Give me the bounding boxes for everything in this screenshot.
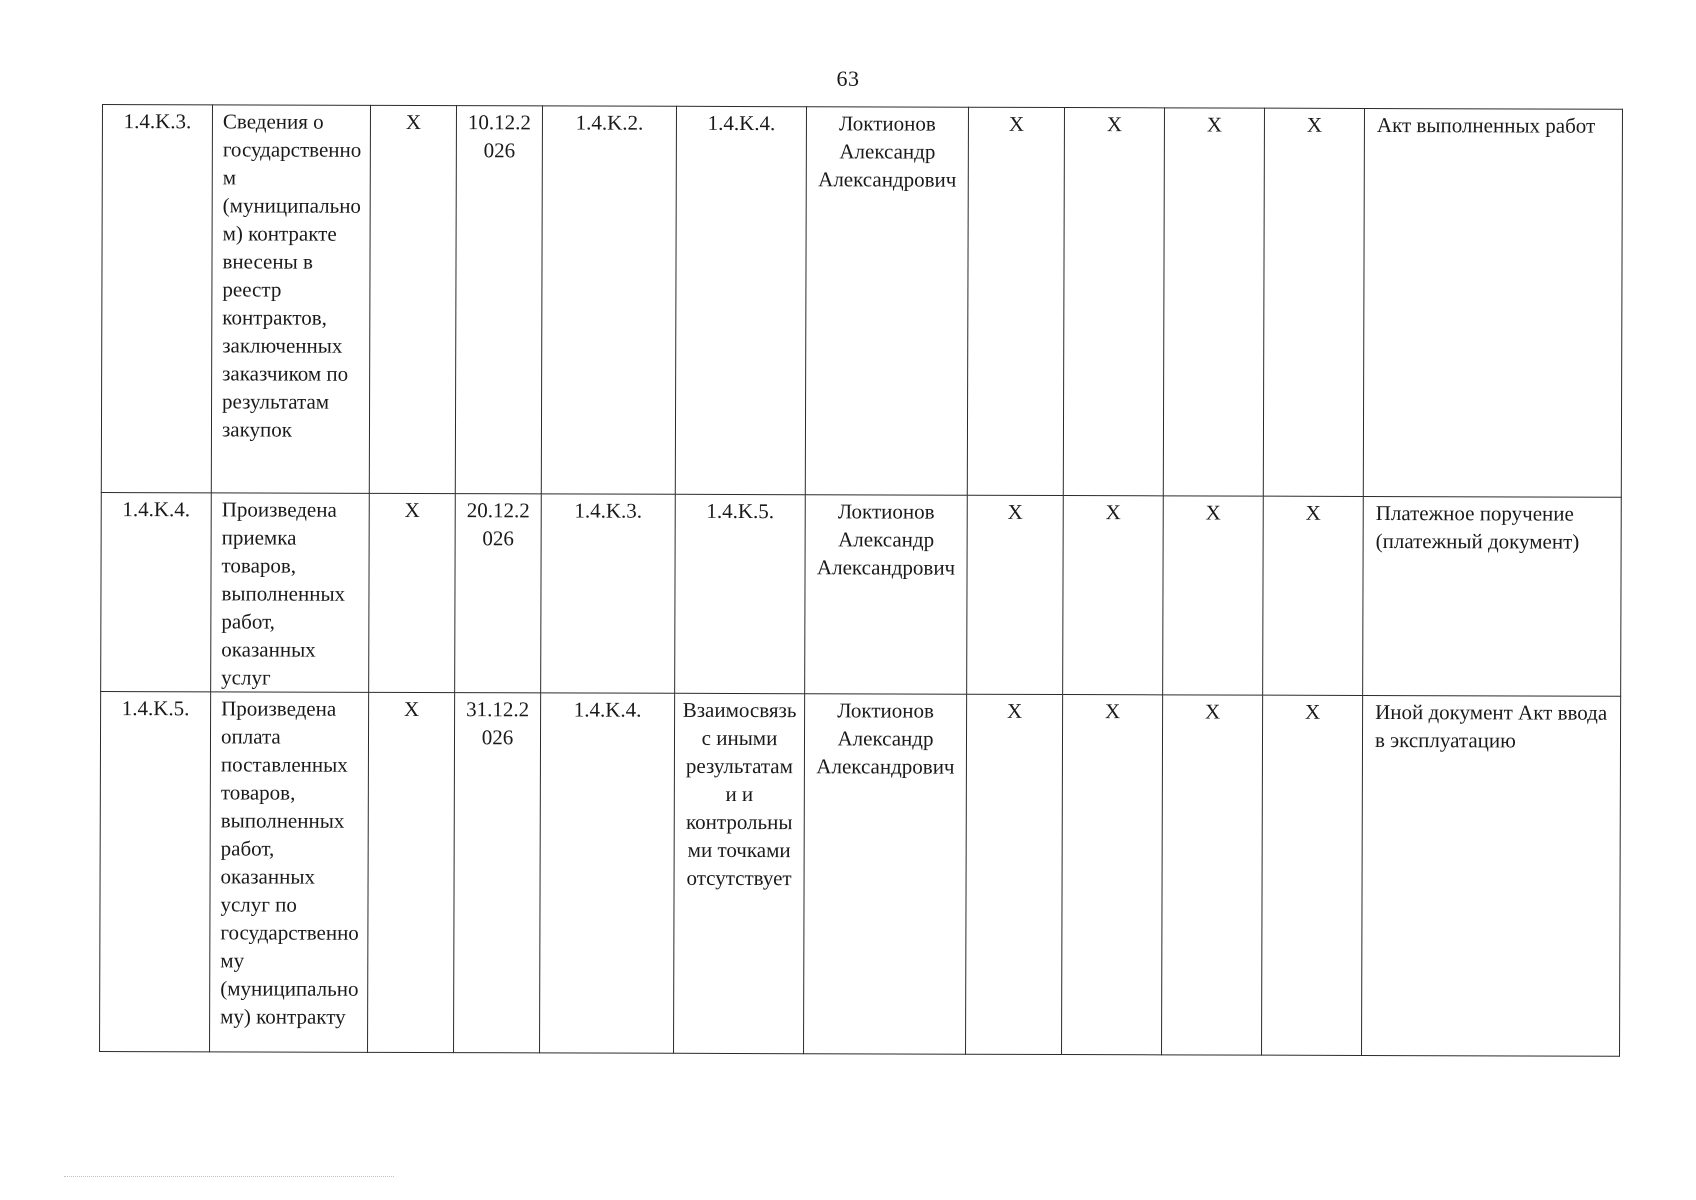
scan-artifact [64,1176,394,1180]
predecessor-code: 1.4.K.3. [541,494,676,693]
successor-code: 1.4.K.4. [675,106,806,494]
page-number: 63 [836,66,860,91]
cell-x: X [1163,108,1264,496]
cell-x: X [1163,496,1264,695]
table-row [101,105,1622,498]
cell-x: X [1263,496,1364,695]
cell-x: X [369,105,456,493]
due-date: 31.12.2026 [454,693,541,1053]
predecessor-code: 1.4.K.4. [540,693,675,1053]
responsible-person: Локтионов Александр Александрович [804,694,967,1055]
control-point-code: 1.4.K.5. [100,691,211,1051]
cell-x: X [1063,496,1164,695]
successor-code: Взаимосвязь с иными результатами и контрольными точками отсутствует [674,693,805,1053]
cell-x: X [966,694,1063,1054]
control-point-description: Произведена оплата поставленных товаров, выполненных работ, оказанных услуг по государственному (муниципальному) контракту [210,692,369,1052]
confirming-document: Платежное поручение (платежный документ) [1363,496,1622,696]
control-point-description: Произведена приемка товаров, выполненных работ, оказанных услуг [211,493,370,692]
cell-x: X [368,692,455,1052]
table-row [101,492,1622,696]
predecessor-code: 1.4.K.2. [541,106,676,494]
cell-x: X [967,107,1064,495]
cell-x: X [1162,695,1263,1055]
control-point-code: 1.4.K.4. [101,492,212,691]
cell-x: X [1263,108,1364,496]
cell-x: X [1262,695,1363,1055]
due-date: 20.12.2026 [455,494,542,693]
cell-x: X [1063,108,1164,496]
confirming-document: Иной документ Акт ввода в эксплуатацию [1362,695,1621,1056]
successor-code: 1.4.K.5. [675,494,806,693]
cell-x: X [1062,695,1163,1055]
cell-x: X [369,493,456,692]
control-point-code: 1.4.K.3. [101,105,212,493]
responsible-person: Локтионов Александр Александрович [805,107,968,496]
responsible-person: Локтионов Александр Александрович [805,495,968,695]
table-row [100,691,1621,1056]
control-points-table [99,104,1623,1057]
control-point-description: Сведения о государственном (муниципальном) контракте внесены в реестр контрактов, заключенных заказчиком по результатам закупок [211,105,370,493]
confirming-document: Акт выполненных работ [1363,108,1622,497]
due-date: 10.12.2026 [455,106,542,494]
cell-x: X [967,495,1064,694]
